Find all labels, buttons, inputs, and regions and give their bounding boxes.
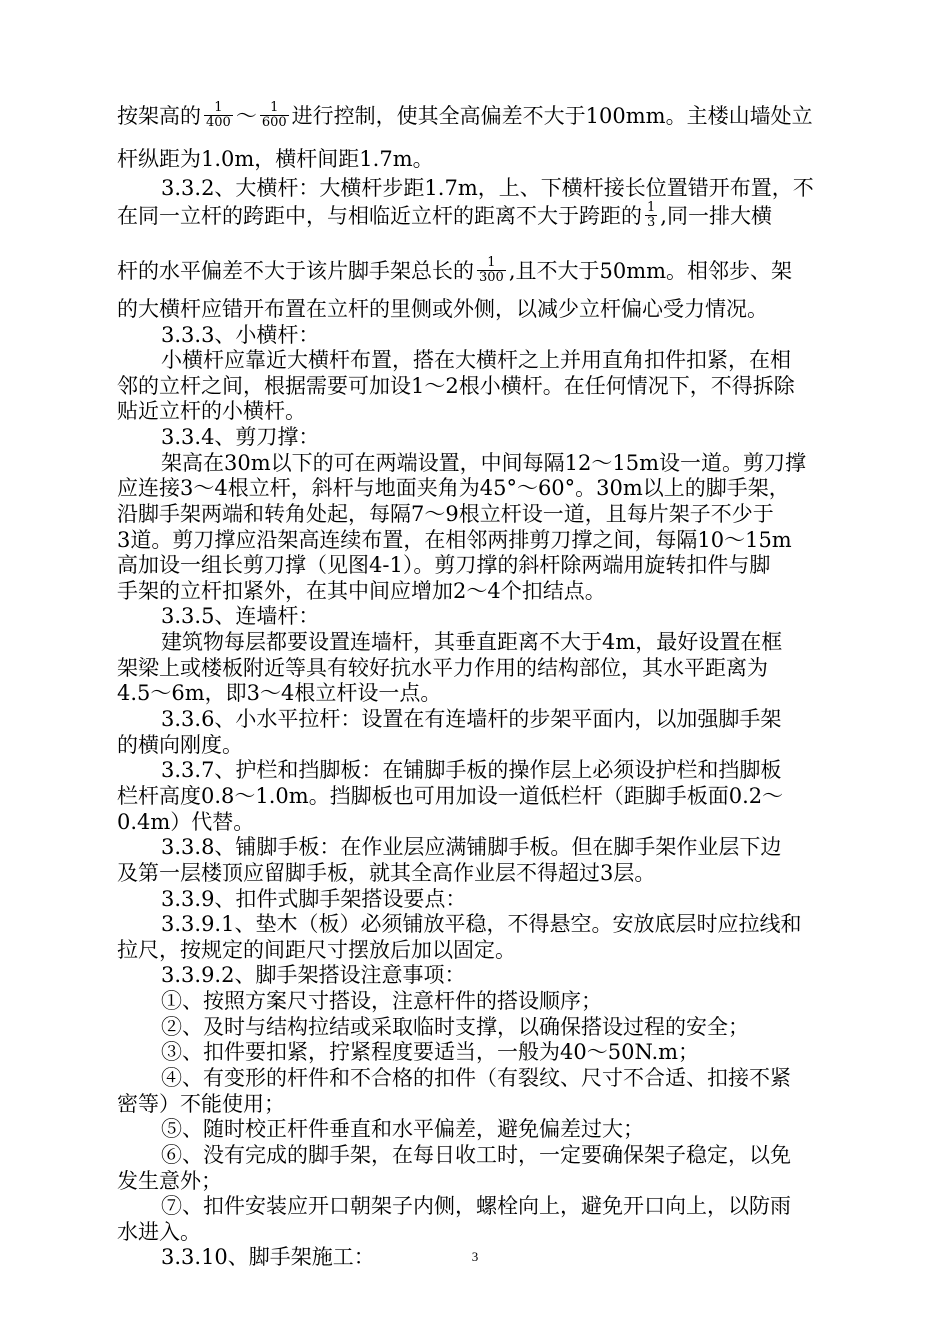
text-line: 的横向刚度。 [117, 733, 243, 757]
text-line: 3.3.7、护栏和挡脚板：在铺脚手板的操作层上必须设护栏和挡脚板 [161, 758, 782, 782]
text-line: 邻的立杆之间，根据需要可加设1～2根小横杆。在任何情况下，不得拆除 [117, 374, 795, 398]
section-heading: 3.3.5、连墙杆： [161, 604, 320, 628]
text-line: 及第一层楼顶应留脚手板，就其全高作业层不得超过3层。 [117, 861, 656, 885]
text-line: 杆的水平偏差不大于该片脚手架总长的 $\frac{1}{300}$ ,且不大于50mm。相邻步、架 [117, 255, 793, 285]
text-line: 小横杆应靠近大横杆布置，搭在大横杆之上并用直角扣件扣紧，在相 [161, 348, 791, 372]
text-line: 0.4m）代替。 [117, 810, 255, 834]
text-line: 高加设一组长剪刀撑（见图4-1）。剪刀撑的斜杆除两端用旋转扣件与脚 [117, 553, 771, 577]
fraction: $\frac{1}{3}$ [647, 200, 656, 230]
text-line: 按架高的 $\frac{1}{400}$ ～ $\frac{1}{600}$ 进行控制，使其全高偏差不大于100mm。主楼山墙处立 [117, 100, 813, 130]
text-line: 建筑物每层都要设置连墙杆，其垂直距离不大于4m，最好设置在框 [161, 630, 783, 654]
list-item: ②、及时与结构拉结或采取临时支撑，以确保搭设过程的安全； [161, 1015, 749, 1039]
text-line: 3.3.6、小水平拉杆：设置在有连墙杆的步架平面内，以加强脚手架 [161, 707, 782, 731]
section-heading: 3.3.3、小横杆： [161, 323, 320, 347]
text-line: 架高在30m以下的可在两端设置，中间每隔12～15m设一道。剪刀撑 [161, 451, 806, 475]
text-line: 3.3.9.1、垫木（板）必须铺放平稳，不得悬空。安放底层时应拉线和 [161, 912, 802, 936]
text-line: 发生意外； [117, 1169, 222, 1193]
fraction: $\frac{1}{600}$ [261, 100, 287, 130]
list-item: ①、按照方案尺寸搭设，注意杆件的搭设顺序； [161, 989, 602, 1013]
text-line: 应连接3～4根立杆，斜杆与地面夹角为45°～60°。30m以上的脚手架， [117, 476, 790, 500]
fraction: $\frac{1}{400}$ [206, 100, 231, 130]
text-line: 拉尺，按规定的间距尺寸摆放后加以固定。 [117, 938, 516, 962]
list-item: ③、扣件要扣紧，拧紧程度要适当，一般为40～50N.m； [161, 1040, 700, 1064]
section-heading: 3.3.10、脚手架施工： [161, 1245, 375, 1269]
text-line: 沿脚手架两端和转角处起，每隔7～9根立杆设一道，且每片架子不少于 [117, 502, 774, 526]
text-line: 的大横杆应错开布置在立杆的里侧或外侧，以减少立杆偏心受力情况。 [117, 297, 768, 321]
text-line: 手架的立杆扣紧外，在其中间应增加2～4个扣结点。 [117, 579, 606, 603]
text-line: 3.3.2、大横杆：大横杆步距1.7m，上、下横杆接长位置错开布置，不 [161, 176, 814, 200]
text-line: 4.5～6m，即3～4根立杆设一点。 [117, 681, 442, 705]
fraction: $\frac{1}{300}$ [479, 255, 504, 285]
text-line: 栏杆高度0.8～1.0m。挡脚板也可用加设一道低栏杆（距脚手板面0.2～ [117, 784, 784, 808]
page-number: 3 [471, 1249, 479, 1264]
section-heading: 3.3.4、剪刀撑： [161, 425, 320, 449]
text-line: 杆纵距为1.0m，横杆间距1.7m。 [117, 147, 434, 171]
text-line: 架梁上或楼板附近等具有较好抗水平力作用的结构部位，其水平距离为 [117, 656, 768, 680]
list-item: ⑦、扣件安装应开口朝架子内侧，螺栓向上，避免开口向上，以防雨 [161, 1194, 791, 1218]
text-line: 水进入。 [117, 1220, 201, 1244]
list-item: ④、有变形的杆件和不合格的扣件（有裂纹、尺寸不合适、扣接不紧 [161, 1066, 791, 1090]
section-heading: 3.3.9.2、脚手架搭设注意事项： [161, 963, 466, 987]
text-line: 3道。剪刀撑应沿架高连续布置，在相邻两排剪刀撑之间，每隔10～15m [117, 528, 792, 552]
text-line: 在同一立杆的跨距中，与相临近立杆的距离不大于跨距的 $\frac{1}{3}$ ,同一排大横 [117, 200, 772, 230]
list-item: ⑥、没有完成的脚手架，在每日收工时，一定要确保架子稳定，以免 [161, 1143, 791, 1167]
section-heading: 3.3.9、扣件式脚手架搭设要点： [161, 887, 467, 911]
list-item: ⑤、随时校正杆件垂直和水平偏差，避免偏差过大； [161, 1117, 644, 1141]
text-line: 贴近立杆的小横杆。 [117, 399, 306, 423]
text-line: 3.3.8、铺脚手板：在作业层应满铺脚手板。但在脚手架作业层下边 [161, 835, 782, 859]
text-line: 密等）不能使用； [117, 1092, 285, 1116]
